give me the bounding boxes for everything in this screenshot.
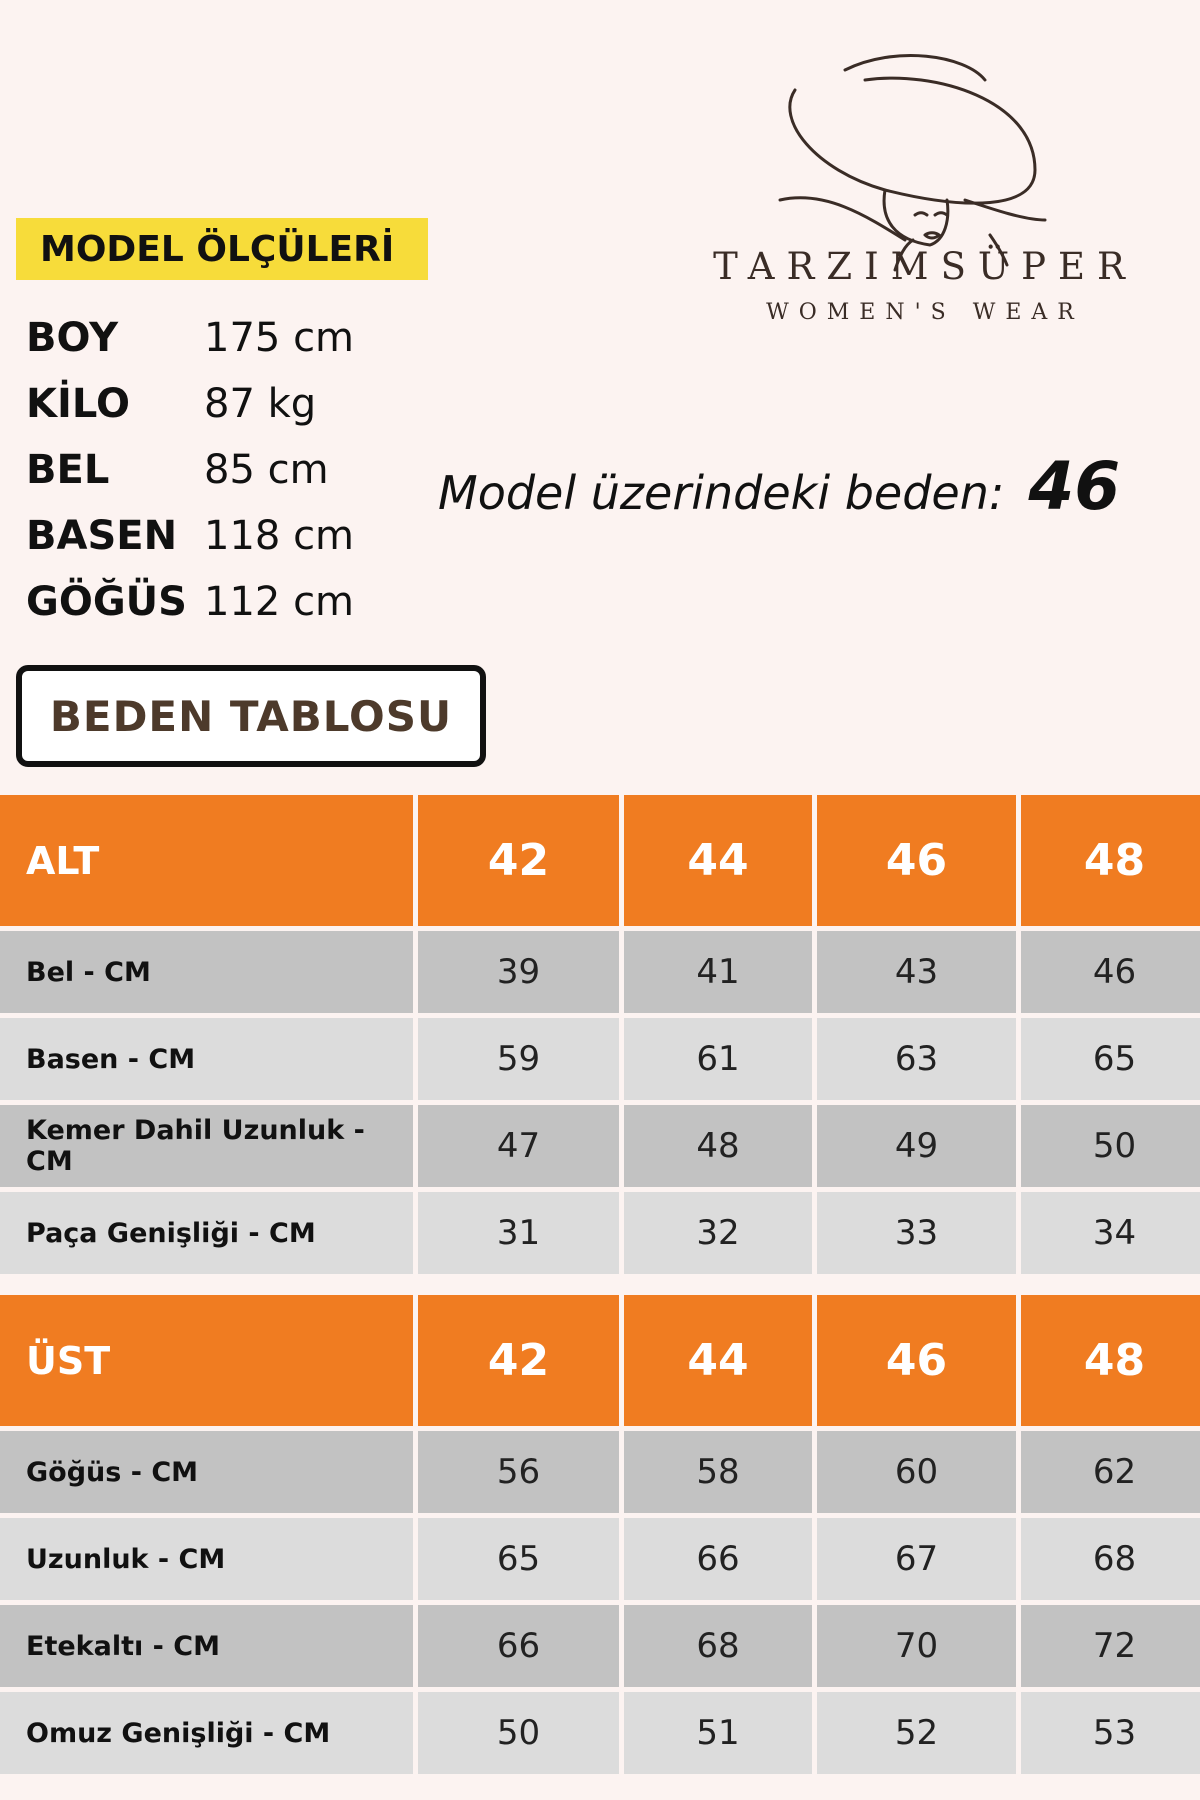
woman-hat-logo-icon <box>735 40 1115 340</box>
table-cell: 66 <box>624 1518 812 1600</box>
model-measurements-title: MODEL ÖLÇÜLERİ <box>40 228 395 270</box>
measurement-value: 175 cm <box>204 315 355 361</box>
size-header: 42 <box>418 1295 619 1426</box>
measurement-label: BASEN <box>26 513 178 559</box>
size-header: 44 <box>624 795 812 926</box>
table-cell: 52 <box>817 1692 1016 1774</box>
measurement-label: BEL <box>26 447 110 493</box>
table-row <box>0 1600 1200 1687</box>
alt-table-header <box>0 795 1200 926</box>
measurement-label: GÖĞÜS <box>26 579 187 625</box>
table-cell: 63 <box>817 1018 1016 1100</box>
model-size-value: 46 <box>1028 448 1121 525</box>
table-row <box>0 1426 1200 1513</box>
size-header: 42 <box>418 795 619 926</box>
table-row <box>0 1513 1200 1600</box>
measurement-row <box>26 305 354 371</box>
table-row <box>0 1687 1200 1774</box>
model-size-text: Model üzerindeki beden: <box>438 466 1005 520</box>
row-label: Göğüs - CM <box>0 1431 413 1513</box>
table-cell: 62 <box>1021 1431 1200 1513</box>
measurement-row <box>26 437 354 503</box>
row-label: Uzunluk - CM <box>0 1518 413 1600</box>
measurement-row <box>26 503 354 569</box>
ust-table-header <box>0 1295 1200 1426</box>
table-header-label: ALT <box>0 795 413 926</box>
model-measurements-badge <box>16 218 428 280</box>
table-row <box>0 1100 1200 1187</box>
model-size-line <box>438 448 1120 525</box>
table-cell: 66 <box>418 1605 619 1687</box>
table-cell: 51 <box>624 1692 812 1774</box>
table-cell: 53 <box>1021 1692 1200 1774</box>
table-cell: 56 <box>418 1431 619 1513</box>
table-cell: 31 <box>418 1192 619 1274</box>
table-cell: 65 <box>1021 1018 1200 1100</box>
row-label: Omuz Genişliği - CM <box>0 1692 413 1774</box>
table-row <box>0 1013 1200 1100</box>
size-header: 44 <box>624 1295 812 1426</box>
table-cell: 34 <box>1021 1192 1200 1274</box>
measurement-value: 112 cm <box>204 579 355 625</box>
table-cell: 60 <box>817 1431 1016 1513</box>
brand-name: TARZIMSÜPER <box>713 245 1137 288</box>
table-cell: 48 <box>624 1105 812 1187</box>
size-header: 46 <box>817 1295 1016 1426</box>
size-header: 48 <box>1021 1295 1200 1426</box>
table-cell: 41 <box>624 931 812 1013</box>
table-cell: 49 <box>817 1105 1016 1187</box>
table-cell: 39 <box>418 931 619 1013</box>
table-cell: 50 <box>418 1692 619 1774</box>
size-header: 46 <box>817 795 1016 926</box>
size-table-title: BEDEN TABLOSU <box>49 691 453 741</box>
brand-tagline: WOMEN'S WEAR <box>766 300 1084 325</box>
table-cell: 68 <box>1021 1518 1200 1600</box>
table-cell: 32 <box>624 1192 812 1274</box>
measurement-value: 87 kg <box>204 381 317 427</box>
row-label: Paça Genişliği - CM <box>0 1192 413 1274</box>
table-row <box>0 1187 1200 1274</box>
measurement-row <box>26 371 354 437</box>
row-label: Etekaltı - CM <box>0 1605 413 1687</box>
measurement-label: BOY <box>26 315 119 361</box>
table-cell: 59 <box>418 1018 619 1100</box>
size-header: 48 <box>1021 795 1200 926</box>
table-cell: 70 <box>817 1605 1016 1687</box>
table-cell: 65 <box>418 1518 619 1600</box>
table-cell: 61 <box>624 1018 812 1100</box>
model-measurements-list <box>26 305 354 635</box>
row-label: Bel - CM <box>0 931 413 1013</box>
row-label: Kemer Dahil Uzunluk - CM <box>0 1105 413 1187</box>
table-cell: 58 <box>624 1431 812 1513</box>
measurement-value: 85 cm <box>204 447 329 493</box>
table-cell: 33 <box>817 1192 1016 1274</box>
measurement-label: KİLO <box>26 381 130 427</box>
table-cell: 47 <box>418 1105 619 1187</box>
table-header-label: ÜST <box>0 1295 413 1426</box>
table-cell: 50 <box>1021 1105 1200 1187</box>
table-cell: 72 <box>1021 1605 1200 1687</box>
measurement-row <box>26 569 354 635</box>
table-cell: 68 <box>624 1605 812 1687</box>
measurement-value: 118 cm <box>204 513 355 559</box>
row-label: Basen - CM <box>0 1018 413 1100</box>
table-cell: 43 <box>817 931 1016 1013</box>
table-row <box>0 926 1200 1013</box>
table-cell: 67 <box>817 1518 1016 1600</box>
table-cell: 46 <box>1021 931 1200 1013</box>
size-table-title-box <box>16 665 486 767</box>
